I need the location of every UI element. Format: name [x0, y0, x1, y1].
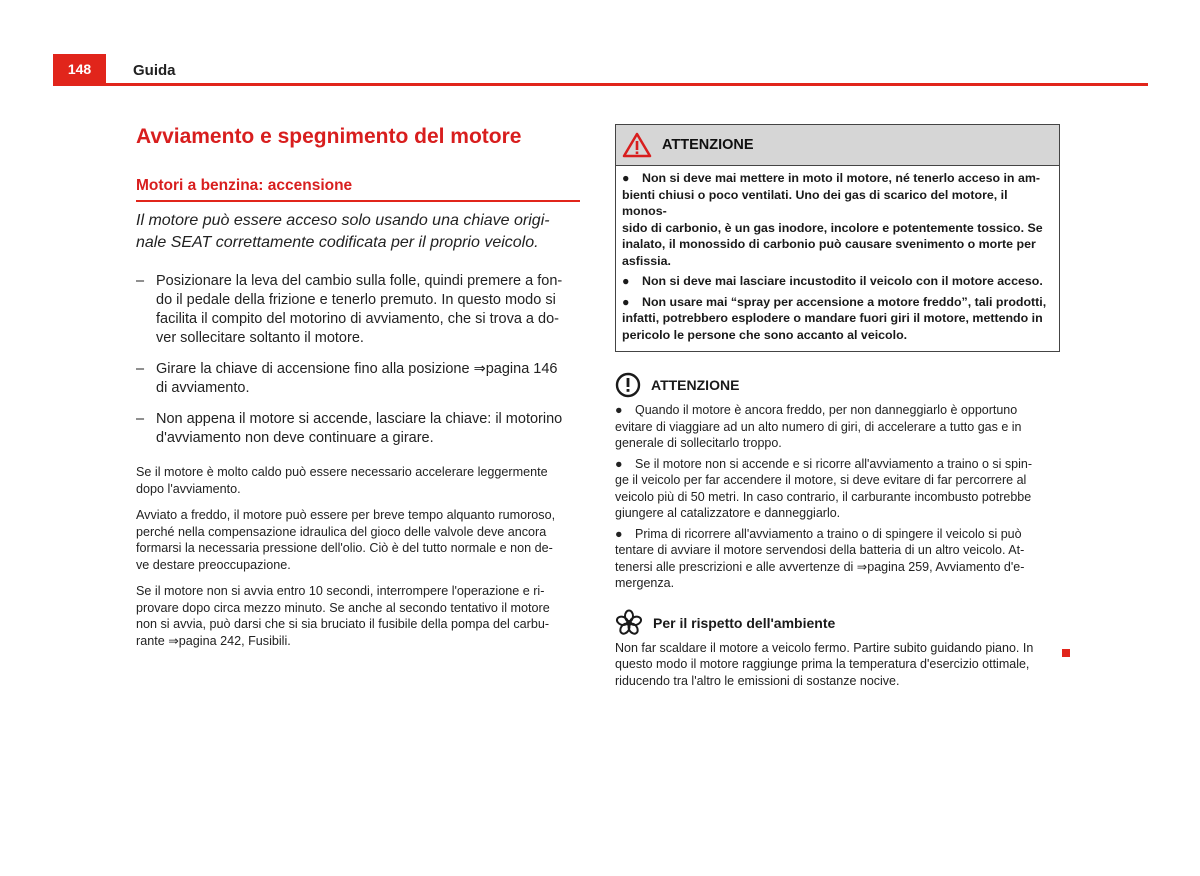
right-column — [615, 124, 1060, 693]
notice-section — [615, 370, 1060, 592]
warning-item: ● Non si deve mai lasciare incustodito il veicolo con il motore acceso. — [622, 274, 1043, 288]
warning-box — [615, 124, 1060, 352]
lead-paragraph: Il motore può essere acceso solo usando una chiave origi- nale SEAT correttamente codificata per il proprio veicolo. — [136, 212, 550, 251]
step-item: – Posizionare la leva del cambio sulla folle, quindi premere a fon- do il pedale della frizione e tenerlo premuto. In questo modo si facilita il compito del motorino di avviamento, che si trova a do- ver sollecitare soltanto il motore. — [136, 273, 563, 346]
flower-icon — [615, 609, 643, 637]
step-item: – Non appena il motore si accende, lasciare la chiave: il motorino d'avviamento non deve continuare a girare. — [136, 411, 563, 446]
page-number: 148 — [53, 54, 106, 83]
notice-header — [615, 370, 1060, 400]
notice-title: ATTENZIONE — [651, 377, 740, 393]
subtitle-rule — [136, 200, 580, 202]
step-item: – Girare la chiave di accensione fino alla posizione ⇒pagina 146 di avviamento. — [136, 361, 558, 396]
warning-title: ATTENZIONE — [662, 137, 754, 153]
end-of-section-marker — [1062, 649, 1070, 657]
environment-text: Non far scaldare il motore a veicolo fermo. Partire subito guidando piano. In questo modo il motore raggiunge prima la temperatura d'esercizio ottimale, riducendo tra l'altro le emissioni di sostanze nocive. — [615, 640, 1034, 688]
environment-header — [615, 608, 1060, 638]
notice-item: ● Quando il motore è ancora freddo, per non danneggiarlo è opportuno evitare di viaggiare ad un alto numero di giri, di accelerare a tutto gas e in generale di sollecitarlo troppo. — [615, 403, 1022, 450]
left-column — [136, 122, 580, 659]
body-paragraph: Se il motore non si avvia entro 10 secondi, interrompere l'operazione e ri- provare dopo circa mezzo minuto. Se anche al secondo tentativo il motore non si avvia, può darsi che si sia bruciato il fusibile della pompa del carbu- rante ⇒pagina 242, Fusibili. — [136, 584, 550, 648]
notice-item: ● Se il motore non si accende e si ricorre all'avviamento a traino o si spin- ge il veicolo per far accendere il motore, si deve evitare di far percorrere al veicolo più di 50 metri. In caso contrario, il carburante incombusto potrebbe giungere al catalizzatore e danneggiarlo. — [615, 456, 1033, 520]
body-paragraph: Avviato a freddo, il motore può essere per breve tempo alquanto rumoroso, perché nella compensazione idraulica del gioco delle valvole deve ancora formarsi la necessaria pressione dell'olio. Ciò è del tutto normale e non de- ve destare preoccupazione. — [136, 508, 556, 572]
steps-list — [136, 272, 580, 448]
warning-header — [616, 125, 1059, 166]
exclamation-circle-icon — [615, 372, 641, 398]
body-paragraph: Se il motore è molto caldo può essere necessario accelerare leggermente dopo l'avviamento. — [136, 465, 548, 496]
environment-section — [615, 608, 1060, 690]
warning-body — [616, 166, 1059, 351]
warning-item: ● Non si deve mai mettere in moto il motore, né tenerlo acceso in am- bienti chiusi o poco ventilati. Uno dei gas di scarico del motore, il monos- sido di carbonio, è un gas inodore, incolore e potentemente tossico. Se inalato, il monossido di carbonio può causare svenimento o morte per asfissia. — [622, 171, 1043, 268]
page-header — [53, 54, 1148, 86]
page-title: Avviamento e spegnimento del motore — [136, 125, 522, 148]
warning-triangle-icon — [622, 132, 652, 158]
section-subtitle: Motori a benzina: accensione — [136, 177, 353, 194]
environment-title: Per il rispetto dell'ambiente — [653, 614, 836, 631]
header-rule — [53, 83, 1148, 86]
notice-item: ● Prima di ricorrere all'avviamento a traino o di spingere il veicolo si può tentare di avviare il motore servendosi della batteria di un altro veicolo. At- tenersi alle prescrizioni e alle avvertenze di ⇒pagina 259, Avviamento d'e- mergenza. — [615, 526, 1025, 590]
section-title: Guida — [133, 62, 176, 79]
warning-item: ● Non usare mai “spray per accensione a motore freddo”, tali prodotti, infatti, potrebbero esplodere o mandare fuori giri il motore, mettendo in pericolo le persone che sono accanto al veicolo. — [622, 294, 1047, 342]
